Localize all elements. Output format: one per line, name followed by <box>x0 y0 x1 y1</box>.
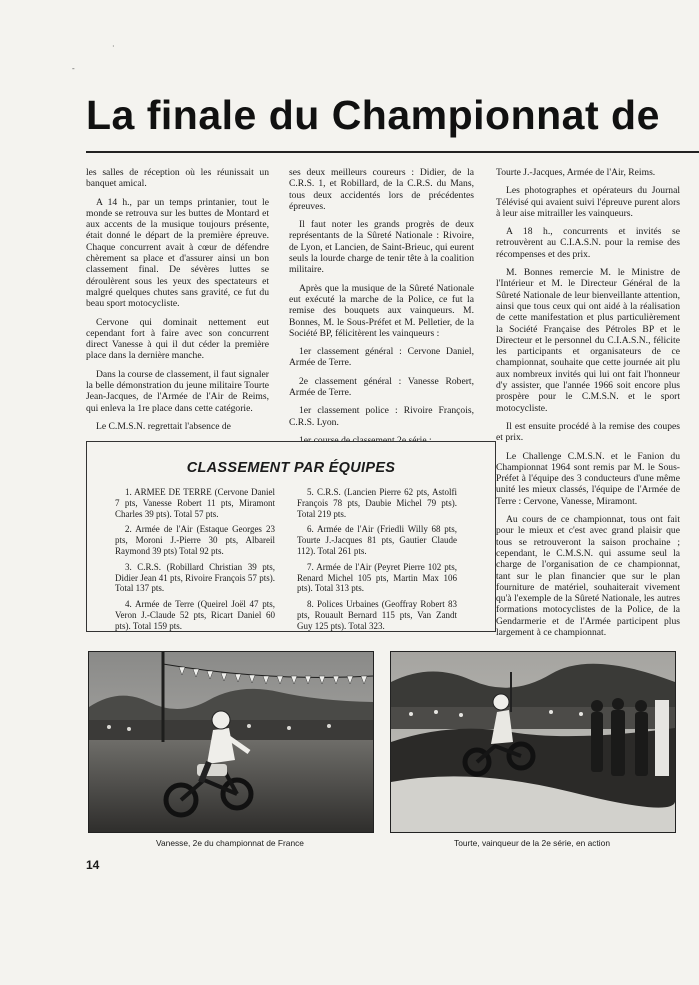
caption-left: Vanesse, 2e du championnat de France <box>156 838 304 848</box>
photo-tourte-image <box>391 652 675 832</box>
team-entry: 6. Armée de l'Air (Friedli Willy 68 pts, Tourte J.-Jacques 81 pts, Gautier Claude 112). Total 261 pts. <box>297 524 457 556</box>
team-entry: 1. ARMEE DE TERRE (Cervone Daniel 7 pts, Vanesse Robert 11 pts, Miramont Charles 39 pts). Total 57 pts. <box>115 487 275 519</box>
paragraph: A 18 h., concurrents et invités se retrouvèrent au C.I.A.S.N. pour la remise des récompenses et des prix. <box>496 226 680 260</box>
print-speck: - <box>72 64 75 73</box>
classement-title: CLASSEMENT PAR ÉQUIPES <box>186 460 396 476</box>
photo-tourte <box>390 651 676 833</box>
paragraph: Au cours de ce championnat, tous ont fait pour le mieux et c'est avec grand plaisir que tous se retrouveront la saison prochaine ; cependant, le C.M.S.N. qui assume seul la charge de l'organisation de ce championnat, tant sur le plan financier que sur le plan fourniture de matériel, souhaiterait vivement qu'à l'exemple de la Sûreté Nationale, les autres formations motocyclistes de la Police, de la Gendarmerie et de l'Armée participent plus largement à ce championnat. <box>496 514 680 638</box>
paragraph: les salles de réception où les réunissait un banquet amical. <box>86 167 269 190</box>
team-entry: 5. C.R.S. (Lancien Pierre 62 pts, Astolfi François 78 pts, Daubie Michel 79 pts). Total 219 pts. <box>297 487 457 519</box>
classement-box <box>86 441 496 632</box>
text-column-3 <box>496 167 680 645</box>
paragraph: Dans la course de classement, il faut signaler la belle démonstration du jeune militaire Tourte Jean-Jacques, de l'Armée de l'Air de Reims, qui enleva la 1re place dans cette catégorie. <box>86 368 269 414</box>
team-entry: 7. Armée de l'Air (Peyret Pierre 102 pts, Renard Michel 105 pts, Martin Max 106 pts). Total 313 pts. <box>297 561 457 594</box>
caption-right: Tourte, vainqueur de la 2e série, en action <box>454 838 610 848</box>
team-entry: 2. Armée de l'Air (Estaque Georges 23 pts, Moroni J.-Pierre 30 pts, Albareil Raymond 39 pts) Total 92 pts. <box>115 524 275 556</box>
paragraph: 2e classement général : Vanesse Robert, Armée de Terre. <box>289 375 474 399</box>
paragraph: 1er classement général : Cervone Daniel, Armée de Terre. <box>289 346 474 369</box>
photo-vanesse <box>88 651 374 833</box>
paragraph: Cervone qui dominait nettement eut cependant fort à faire avec son concurrent direct Vanesse à qui il dut céder la première place dans la dernière manche. <box>86 316 269 362</box>
paragraph: M. Bonnes remercie M. le Ministre de l'Intérieur et M. le Directeur Général de la Sûreté Nationale de leur bienveillante attention, ainsi que tous ceux qui ont aidé à la réalisation de cette manifestation et plus particulièrement la Société Française des Pétroles BP et le Directeur et le personnel du C.I.A.S.N., félicite les participants et organisateurs de ce championnat, souhaite que cette journée ait plu aux nombreux invités qui lui ont fait l'honneur d'y assister, que l'année 1966 soit encore plus prospère pour le C.M.S.N. et le sport motocycliste. <box>496 267 680 414</box>
team-entry: 8. Polices Urbaines (Geoffray Robert 83 pts, Rouault Bernard 115 pts, Van Zandt Guy 125 pts). Total 323. <box>297 599 457 631</box>
paragraph: Tourte J.-Jacques, Armée de l'Air, Reims. <box>496 167 656 178</box>
paragraph: Après que la musique de la Sûreté Nationale eut exécuté la marche de la Police, ce fut la remise des bouquets aux vainqueurs. M. Bonnes, M. le Sous-Préfet et M. Pelletier, de la Société BP, félicitèrent les vainqueurs : <box>289 282 474 339</box>
paragraph: Le Challenge C.M.S.N. et le Fanion du Championnat 1964 sont remis par M. le Sous-Préfet à l'équipe des 3 conducteurs d'une même unité les mieux classés, l'équipe de l'Armée de Terre : Cervone, Vanesse, Miramont. <box>496 450 680 507</box>
photo-vanesse-image <box>89 652 373 832</box>
classement-column-right <box>297 487 457 637</box>
classement-column-left <box>115 487 275 637</box>
paragraph: Les photographes et opérateurs du Journal Télévisé qui avaient suivi l'épreuve purent alors à leur aise mitrailler les vainqueurs. <box>496 185 680 219</box>
paragraph: ses deux meilleurs coureurs : Didier, de la C.R.S. 1, et Robillard, de la C.R.S. du Mans, tous deux accidentés lors de précédentes épreuves. <box>289 167 474 212</box>
paragraph: Il est ensuite procédé à la remise des coupes et prix. <box>496 420 680 444</box>
headline-rule <box>86 151 699 153</box>
paragraph: Il faut noter les grands progrès de deux représentants de la Sûreté Nationale : Rivoire, de Lyon, et Lancien, de Saint-Brieuc, qui eurent seuls la lourde charge de tenir tête à la coalition militaire. <box>289 219 474 276</box>
print-speck: · <box>112 42 115 51</box>
team-entry: 4. Armée de Terre (Queirel Joël 47 pts, Veron J.-Claude 52 pts, Ricart Daniel 60 pts). Total 159 pts. <box>115 599 275 631</box>
team-entry: 3. C.R.S. (Robillard Christian 39 pts, Didier Jean 41 pts, Rivoire François 57 pts). Total 137 pts. <box>115 561 275 594</box>
headline: La finale du Championnat de <box>86 92 660 138</box>
text-column-2 <box>289 167 474 453</box>
paragraph: 1er classement police : Rivoire François, C.R.S. Lyon. <box>289 405 474 428</box>
text-column-1 <box>86 167 269 439</box>
paragraph: Le C.M.S.N. regrettait l'absence de <box>96 420 231 432</box>
page-number: 14 <box>86 858 100 872</box>
paragraph: A 14 h., par un temps printanier, tout le monde se retrouva sur les buttes de Montard et aux accents de la musique toujours présente, était donné le départ de la première épreuve. Chaque concurrent avait à cœur de défendre chèrement sa place et d'assurer ainsi un bon classement final. De sévères luttes se déroulèrent sous les yeux des spectateurs et malgré quelques chutes sans gravité, ce fut du beau sport motocycliste. <box>86 196 269 310</box>
